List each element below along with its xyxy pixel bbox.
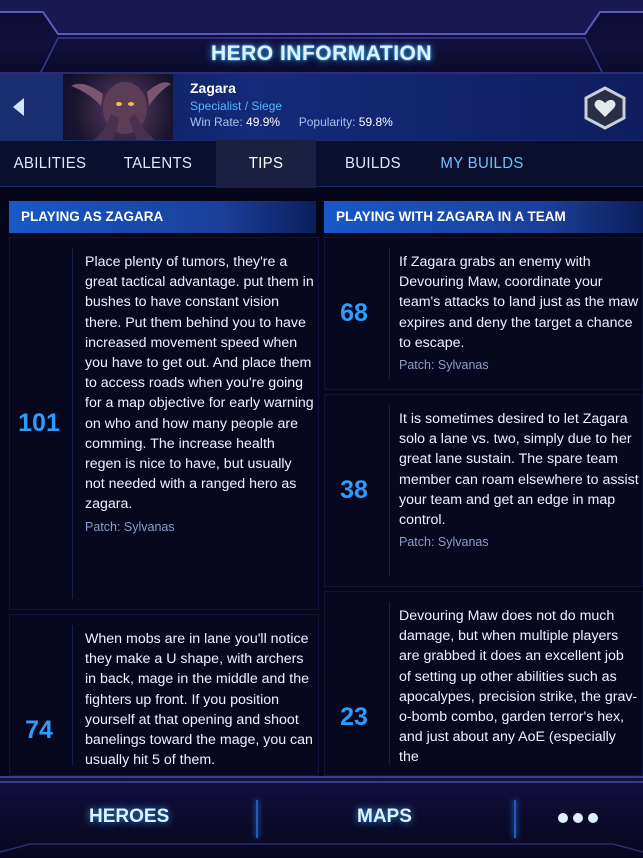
more-button[interactable] [553, 808, 603, 828]
tip-patch: Patch: Sylvanas [399, 535, 489, 550]
hexagon-heart-icon [582, 86, 628, 130]
hero-role: Specialist / Siege [190, 99, 283, 113]
tip-card[interactable] [9, 614, 319, 776]
tip-card[interactable] [324, 591, 643, 776]
ellipsis-icon [553, 808, 603, 828]
win-rate-value: 49.9% [246, 115, 281, 129]
tip-text [399, 252, 639, 375]
tip-body: When mobs are in lane you'll notice they make a U shape, with archers in back, mage in the middle and the fighters up front. If you position yourself at that opening and shoot banelings toward the mage, you can usually hit 5 of them. [85, 631, 313, 769]
nav-separator [514, 800, 516, 838]
maps-nav-button[interactable]: MAPS [357, 806, 412, 827]
tip-vote-count: 23 [340, 702, 368, 731]
nav-separator [256, 800, 258, 838]
top-header [0, 0, 643, 74]
heroes-nav-button[interactable]: HEROES [89, 806, 170, 827]
tip-text [399, 409, 639, 552]
tip-text [85, 252, 315, 537]
tip-vote-count: 38 [340, 476, 368, 504]
chevron-left-icon [10, 96, 26, 118]
tip-body: If Zagara grabs an enemy with Devouring Maw, coordinate your team's attacks to land just as the maw expires and deny the target a chance to escape. [399, 254, 639, 351]
page-title: HERO INFORMATION [210, 42, 433, 65]
hero-portrait [63, 74, 173, 140]
tip-vote-count: 101 [18, 409, 60, 437]
hero-name: Zagara [190, 80, 236, 96]
bottom-navigation [0, 776, 643, 858]
popularity-value: 59.8% [358, 115, 393, 129]
hero-portrait-art [63, 74, 173, 140]
tip-vote-count: 68 [340, 299, 368, 327]
tab-bar [0, 140, 643, 187]
tip-body: It is sometimes desired to let Zagara solo a lane vs. two, simply due to her great lane sustain. The spare team member can roam elsewhere to assist your team and get an edge in map control. [399, 411, 639, 529]
tab-abilities[interactable]: ABILITIES [13, 154, 87, 173]
tip-text [85, 629, 315, 770]
back-button[interactable] [0, 74, 63, 140]
hero-stats [190, 115, 393, 129]
tab-talents[interactable]: TALENTS [123, 154, 193, 173]
tip-card[interactable] [324, 237, 643, 390]
tip-card[interactable] [324, 394, 643, 587]
tab-tips[interactable]: TIPS [216, 140, 316, 188]
tip-text [399, 606, 639, 768]
tip-body: Devouring Maw does not do much damage, but when multiple players are grabbed it does an excellent job of setting up other abilities such as apocalypes, precision strike, the grav-o-bomb combo, garden terror's hex, and just about any AoE (especially the [399, 608, 638, 766]
tip-vote-count: 74 [25, 715, 53, 744]
popularity-label: Popularity: [298, 115, 356, 129]
tab-my-builds[interactable]: MY BUILDS [440, 154, 524, 173]
tip-patch: Patch: Sylvanas [85, 519, 175, 534]
hero-summary [0, 74, 643, 140]
tip-patch: Patch: Sylvanas [399, 358, 489, 373]
right-column-title: PLAYING WITH ZAGARA IN A TEAM [324, 201, 643, 233]
left-column-title: PLAYING AS ZAGARA [9, 201, 316, 233]
favorite-button[interactable] [582, 86, 628, 130]
tip-body: Place plenty of tumors, they're a great tactical advantage. put them in bushes to have constant vision there. Put them behind you to have increased movement speed when you have to get out. And place them to access roads when you're going for a map objective for early warning on who and how many people are comming. The increase health regen is nice to have, but usually not needed with a ranged hero as zagara. [85, 254, 314, 513]
tab-builds[interactable]: BUILDS [345, 154, 401, 173]
win-rate-label: Win Rate: [190, 115, 243, 129]
tip-card[interactable] [9, 237, 319, 610]
